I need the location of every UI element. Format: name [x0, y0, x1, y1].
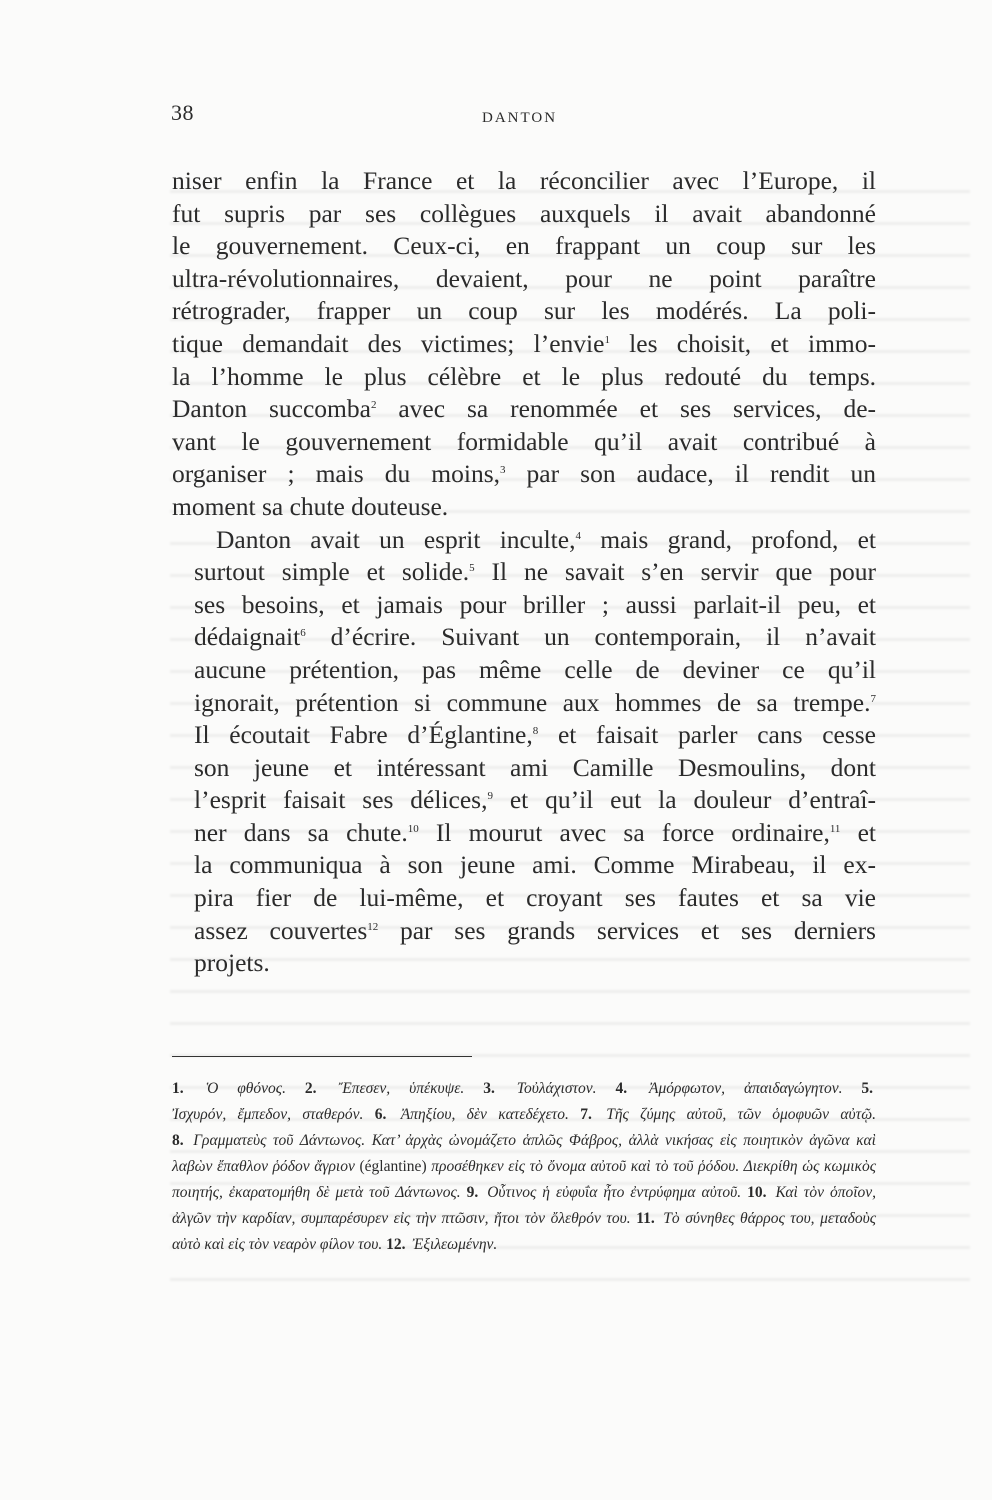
note-ref: 3	[500, 464, 506, 477]
text-line: projets.	[194, 948, 270, 978]
footnote-text: Ἔπεσεν, ὑπέκυψε.	[338, 1080, 465, 1097]
text-line: la communiqua à son jeune ami. Comme Mirabeau, il ex-	[194, 850, 876, 880]
footnote-text: προσέθηκεν εἰς τὸ ὄνομα αὐτοῦ καὶ τὸ τοῦ ῥόδου. Διεκρίθη ὡς κωμικὸς ποιητής, ἐκαρατομήθη δὲ μετὰ τοῦ Δάντωνος.	[172, 1158, 877, 1201]
footnote-text: Ἐξιλεωμένην.	[412, 1236, 498, 1253]
footnote-text: Ἰσχυρόν, ἔμπεδον, σταθερόν.	[172, 1106, 364, 1123]
note-ref: 12	[367, 920, 379, 933]
footnote-number: 4.	[615, 1080, 628, 1097]
footnote-number: 12.	[386, 1236, 406, 1253]
footnote-number: 6.	[374, 1106, 387, 1123]
footnote-text: Τὸ σύνηθες θάρρος του, μεταδοὺς αὐτὸ καὶ εἰς τὸν νεαρὸν φίλον του.	[172, 1210, 877, 1253]
text-line: vant le gouvernement formidable qu’il avait contribué à	[172, 426, 876, 456]
paragraph-1	[172, 165, 876, 524]
footnote-line	[172, 1076, 876, 1102]
footnotes	[172, 1076, 876, 1258]
text-line: Danton avait un esprit inculte,$^4$ mais grand, profond, et	[216, 524, 876, 554]
note-ref: 9	[487, 790, 493, 803]
footnote-number: 9.	[466, 1184, 479, 1201]
text-line: la l’homme le plus célèbre et le plus redouté du temps.	[172, 361, 876, 391]
footnote-french-word: (églantine)	[359, 1158, 427, 1175]
note-ref: 4	[575, 529, 581, 542]
footnote-text: Καὶ τὸν ὁποῖον, ἀλγῶν τὴν καρδίαν, συμπαρέσυρεν εἰς τὴν πτῶσιν, ἤτοι τὸν ὄλεθρόν του.	[172, 1184, 877, 1227]
text-line: fut supris par ses collègues auxquels il avait abandonné	[172, 198, 876, 228]
text-line: dédaignait$^6$ d’écrire. Suivant un contemporain, il n’avait	[194, 622, 876, 652]
running-head: DANTON	[482, 110, 558, 126]
text-line: niser enfin la France et la réconcilier avec l’Europe, il	[172, 166, 876, 195]
text-line: aucune prétention, pas même celle de deviner ce qu’il	[194, 654, 876, 684]
text-line: ses besoins, et jamais pour briller ; aussi parlait-il peu, et	[194, 589, 876, 619]
footnote-number: 8.	[172, 1132, 184, 1149]
note-ref: 1	[604, 333, 610, 346]
footnote-block	[172, 1128, 876, 1258]
footnote-number: 10.	[747, 1184, 767, 1201]
footnote-number: 5.	[861, 1080, 874, 1097]
text-line: surtout simple et solide.$^5$ Il ne savait s’en servir que pour	[194, 557, 876, 587]
text-line: Il écoutait Fabre d’Églantine,$^8$ et faisait parler cans cesse	[194, 720, 876, 750]
text-line: le gouvernement. Ceux-ci, en frappant un coup sur les	[172, 231, 876, 261]
footnote-number: 7.	[580, 1106, 592, 1123]
footnote-text: Οὗτινος ἡ εὐφυΐα ἦτο ἐντρύφημα αὐτοῦ.	[487, 1184, 742, 1201]
footnote-number: 3.	[483, 1080, 495, 1097]
text-line: ignorait, prétention si commune aux hommes de sa trempe.$^7$	[194, 687, 876, 717]
page-number: 38	[171, 100, 194, 125]
footnote-text: Τῆς ζύμης αὐτοῦ, τῶν ὁμοφυῶν αὐτῷ.	[606, 1106, 877, 1123]
text-line: tique demandait des victimes; l’envie$^1$ les choisit, et immo-	[172, 328, 876, 358]
note-ref: 8	[532, 725, 539, 738]
text-line: l’esprit faisait ses délices,$^9$ et qu’il eut la douleur d’entraî-	[194, 785, 876, 815]
text-line: organiser ; mais du moins,$^3$ par son audace, il rendit un	[172, 459, 876, 489]
note-ref: 11	[829, 822, 841, 835]
footnote-number: 1.	[172, 1080, 184, 1097]
text-line: ultra-révolutionnaires, devaient, pour ne point paraître	[172, 263, 876, 293]
text-line: ner dans sa chute.$^{10}$ Il mourut avec sa force ordinaire,$^{11}$ et	[194, 817, 877, 847]
text-line: assez couvertes$^{12}$ par ses grands services et ses derniers	[194, 915, 876, 945]
text-line: Danton succomba$^2$ avec sa renommée et ses services, de-	[172, 394, 877, 424]
note-ref: 10	[407, 822, 419, 835]
footnote-text: Γραμματεὺς τοῦ Δάντωνος. Κατ’ ἀρχὰς ὠνομάζετο ἁπλῶς Φάβρος, ἀλλὰ νικήσας εἰς ποιητικὸν ἀγῶνα καὶ λαβὼν ἔπαθλον ῥόδον ἄγριον	[172, 1132, 876, 1175]
footnote-text: Τοὐλάχιστον.	[516, 1080, 597, 1097]
footnote-text: Ὁ φθόνος.	[205, 1080, 286, 1097]
paragraph-2	[172, 524, 876, 980]
footnote-rule	[172, 1056, 472, 1057]
text-line: rétrograder, frapper un coup sur les modérés. La poli-	[172, 296, 876, 326]
text-line: moment sa chute douteuse.	[172, 491, 449, 521]
footnote-text: Ἀμόρφωτον, ἀπαιδαγώγητον.	[649, 1080, 843, 1097]
note-ref: 5	[469, 562, 475, 575]
footnote-number: 2.	[304, 1080, 317, 1097]
text-line: son jeune et intéressant ami Camille Desmoulins, dont	[194, 752, 876, 782]
note-ref: 2	[370, 399, 377, 412]
note-ref: 7	[870, 692, 876, 705]
footnote-number: 11.	[636, 1210, 655, 1227]
text-line: pira fier de lui-même, et croyant ses fautes et sa vie	[194, 883, 876, 913]
footnote-line	[172, 1102, 876, 1128]
footnote-text: Ἀπηξίου, δὲν κατεδέχετο.	[400, 1106, 569, 1123]
note-ref: 6	[300, 627, 306, 640]
main-text	[172, 165, 876, 980]
